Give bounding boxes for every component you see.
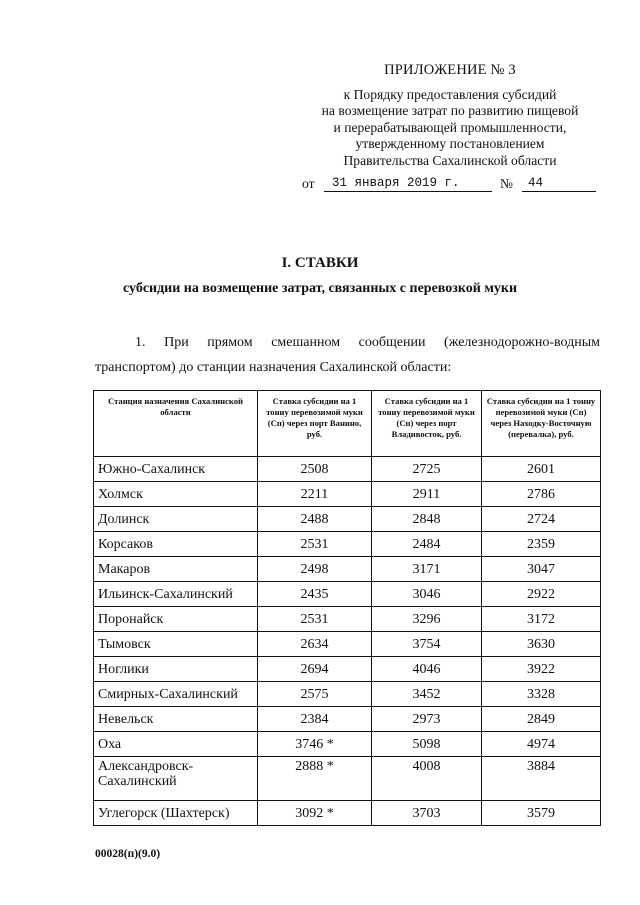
station-name-cell: Смирных-Сахалинский [94,682,258,707]
table-row [94,557,601,582]
table-body [94,457,601,826]
rate-cell: 2634 [258,632,372,657]
decree-number: 44 [522,176,596,192]
rate-cell: 2911 [372,482,482,507]
rate-cell: 2724 [482,507,601,532]
rate-cell: 2211 [258,482,372,507]
table-row [94,801,601,826]
rate-cell: 3296 [372,607,482,632]
rate-cell: 3328 [482,682,601,707]
rate-cell: 4974 [482,732,601,757]
table-row [94,682,601,707]
station-name-cell: Оха [94,732,258,757]
station-name-cell: Поронайск [94,607,258,632]
rate-cell: 2488 [258,507,372,532]
table-row [94,507,601,532]
rate-cell: 3703 [372,801,482,826]
rate-cell: 3754 [372,632,482,657]
rates-table [93,390,601,826]
rate-cell: 2973 [372,707,482,732]
decree-date-number-row [302,176,598,196]
station-name-cell: Углегорск (Шахтерск) [94,801,258,826]
header-line: Правительства Сахалинской области [343,152,557,168]
station-name-cell: Холмск [94,482,258,507]
rate-cell: 3172 [482,607,601,632]
rate-cell: 3046 [372,582,482,607]
rate-cell: 2531 [258,532,372,557]
rate-cell: 2922 [482,582,601,607]
rate-cell: 3171 [372,557,482,582]
table-row [94,457,601,482]
rate-cell: 3092 * [258,801,372,826]
column-header-vanino: Ставка субсидии на 1 тонну перевозимой муки (Сп) через порт Ванино, руб. [258,391,372,457]
rate-cell: 3630 [482,632,601,657]
rate-cell: 2359 [482,532,601,557]
station-name-cell: Ильинск-Сахалинский [94,582,258,607]
rate-cell: 2725 [372,457,482,482]
section-subtitle: субсидии на возмещение затрат, связанных с перевозкой муки [122,281,518,296]
date-prefix: от [302,176,315,191]
rate-cell: 4008 [372,757,482,801]
station-name-cell: Макаров [94,557,258,582]
rate-cell: 2435 [258,582,372,607]
table-row [94,632,601,657]
rate-cell: 2531 [258,607,372,632]
rate-cell: 3884 [482,757,601,801]
rate-cell: 3746 * [258,732,372,757]
document-code: 00028(п)(9.0) [95,848,161,860]
station-name-cell: Ноглики [94,657,258,682]
rate-cell: 2575 [258,682,372,707]
rate-cell: 5098 [372,732,482,757]
rate-cell: 3452 [372,682,482,707]
number-prefix: № [500,176,513,191]
table-row [94,607,601,632]
rate-cell: 2849 [482,707,601,732]
rate-cell: 3579 [482,801,601,826]
table-row [94,707,601,732]
table-row [94,732,601,757]
rate-cell: 3922 [482,657,601,682]
station-name-cell: Александровск-Сахалинский [94,757,258,801]
station-name-cell: Южно-Сахалинск [94,457,258,482]
header-line: и перерабатывающей промышленности, [333,119,567,135]
table-row [94,532,601,557]
table-row [94,657,601,682]
paragraph-line: 1. При прямом смешанном сообщении (железнодорожно-водным [135,335,600,350]
column-header-vladivostok: Ставка субсидии на 1 тонну перевозимой муки (Сп) через порт Владивосток, руб. [372,391,482,457]
rate-cell: 2888 * [258,757,372,801]
appendix-header [300,62,600,169]
rate-cell: 2508 [258,457,372,482]
table-row [94,482,601,507]
header-line: к Порядку предоставления субсидий [343,86,557,102]
station-name-cell: Долинск [94,507,258,532]
paragraph-line: транспортом) до станции назначения Сахалинской области: [95,360,452,375]
column-header-nakhodka: Ставка субсидии на 1 тонну перевозимой муки (Сп) через Находку-Восточную (перевалка), руб. [482,391,601,457]
station-name-cell: Корсаков [94,532,258,557]
rate-cell: 2786 [482,482,601,507]
table-header-row [94,391,601,457]
table-row [94,757,601,801]
column-header-station: Станция назначения Сахалинской области [94,391,258,457]
table-row [94,582,601,607]
rate-cell: 2848 [372,507,482,532]
decree-date: 31 января 2019 г. [324,176,492,192]
section-title: I. СТАВКИ [281,255,359,271]
header-line: на возмещение затрат по развитию пищевой [321,103,579,118]
appendix-title: ПРИЛОЖЕНИЕ № 3 [384,62,516,78]
rate-cell: 4046 [372,657,482,682]
station-name-cell: Тымовск [94,632,258,657]
rate-cell: 2601 [482,457,601,482]
rate-cell: 2384 [258,707,372,732]
header-line: утвержденному постановлением [355,136,545,151]
rate-cell: 2484 [372,532,482,557]
rate-cell: 2498 [258,557,372,582]
paragraph-1 [95,330,600,380]
rate-cell: 2694 [258,657,372,682]
station-name-cell: Невельск [94,707,258,732]
rate-cell: 3047 [482,557,601,582]
